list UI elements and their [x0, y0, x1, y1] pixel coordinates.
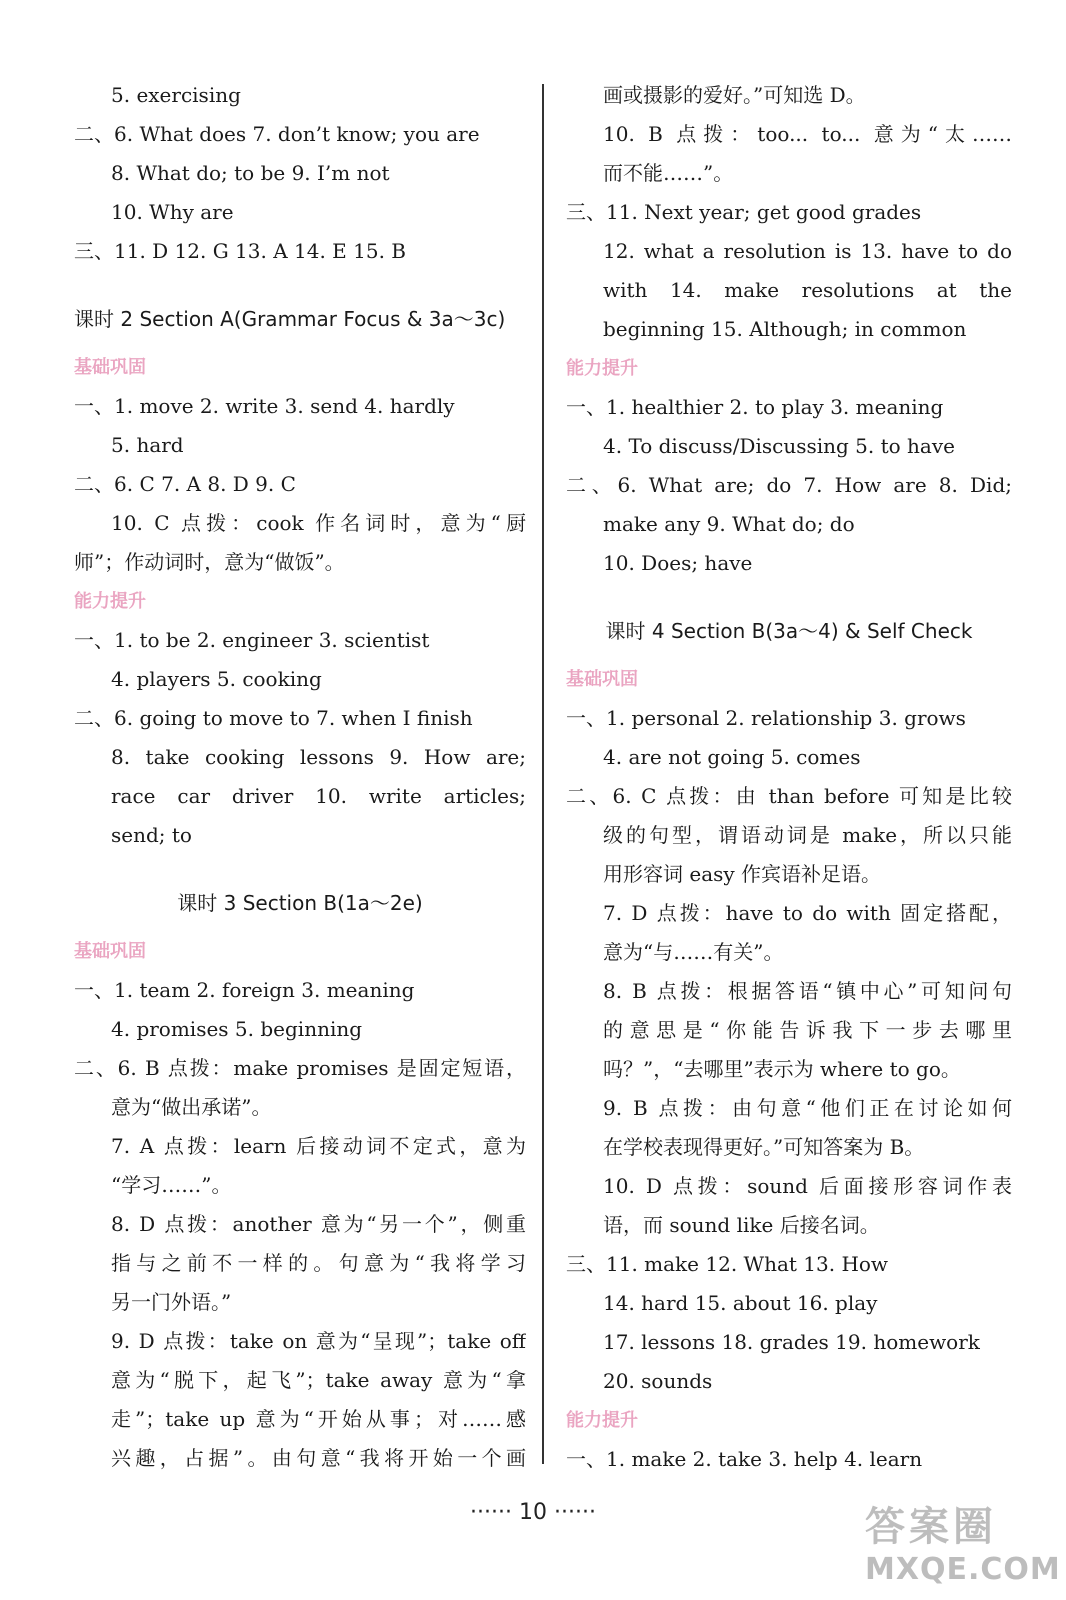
answer-line: 画或摄影的爱好。”可知选 D。	[603, 83, 866, 107]
answer-line: 三、11. Next year; get good grades	[566, 200, 922, 224]
left-column	[74, 76, 526, 1478]
answer-line: 二、6. What are; do 7. How are 8. Did;	[566, 473, 1012, 497]
lesson-heading: 课时 2 Section A(Grammar Focus & 3a～3c)	[74, 307, 506, 331]
answer-line: 9. D 点拨：take on 意为“呈现”；take off	[111, 1329, 526, 1353]
column-divider	[542, 84, 544, 1464]
answer-line: 12. what a resolution is 13. have to do	[603, 239, 1012, 263]
answer-line: 4. are not going 5. comes	[603, 745, 861, 769]
answer-line: 7. D 点拨：have to do with 固定搭配，	[603, 901, 1012, 925]
answer-line: 走”；take up 意为“开始从事；对……感	[111, 1407, 526, 1431]
answer-line: 兴趣，占据”。由句意“我将开始一个画	[111, 1446, 526, 1470]
answer-line: 吗？”，“去哪里”表示为 where to go。	[603, 1057, 961, 1081]
section-label: 能力提升	[74, 591, 146, 612]
answer-line: send; to	[111, 823, 192, 847]
section-label: 基础巩固	[566, 669, 638, 690]
answer-line: 4. players 5. cooking	[111, 667, 322, 691]
answer-line: 二、6. going to move to 7. when I finish	[74, 706, 473, 730]
answer-line: 8. B 点拨：根据答语“镇中心”可知问句	[603, 979, 1012, 1003]
answer-line: 而不能……”。	[603, 161, 734, 185]
answer-line: 5. hard	[111, 433, 184, 457]
section-label: 基础巩固	[74, 941, 146, 962]
answer-line: 二、6. What does 7. don’t know; you are	[74, 122, 480, 146]
answer-line: beginning 15. Although; in common	[603, 317, 967, 341]
answer-line: 10. Why are	[111, 200, 234, 224]
spacer	[74, 855, 526, 874]
right-column	[566, 76, 1012, 1479]
answer-line: 二、6. B 点拨：make promises 是固定短语，	[74, 1056, 526, 1080]
answer-line: 意为“做出承诺”。	[111, 1095, 272, 1119]
answer-line: 5. exercising	[111, 83, 241, 107]
answer-line: make any 9. What do; do	[603, 512, 855, 536]
answer-line: 7. A 点拨：learn 后接动词不定式，意为	[111, 1134, 526, 1158]
answer-line: “学习……”。	[111, 1173, 232, 1197]
answer-line: 一、1. team 2. foreign 3. meaning	[74, 978, 415, 1002]
answer-line: 三、11. D 12. G 13. A 14. E 15. B	[74, 239, 407, 263]
answer-line: 4. To discuss/Discussing 5. to have	[603, 434, 955, 458]
section-label: 能力提升	[566, 358, 638, 379]
answer-line: 14. hard 15. about 16. play	[603, 1291, 878, 1315]
answer-line: 的意思是“你能告诉我下一步去哪里	[603, 1018, 1012, 1042]
answer-line: 8. D 点拨：another 意为“另一个”，侧重	[111, 1212, 526, 1236]
page-number: ······ 10 ······	[470, 1500, 596, 1525]
answer-line: 17. lessons 18. grades 19. homework	[603, 1330, 980, 1354]
answer-line: 一、1. healthier 2. to play 3. meaning	[566, 395, 944, 419]
answer-line: 指与之前不一样的。句意为“我将学习	[111, 1251, 526, 1275]
answer-line: 用形容词 easy 作宾语补足语。	[603, 862, 882, 886]
answer-line: 9. B 点拨：由句意“他们正在讨论如何	[603, 1096, 1012, 1120]
answer-line: 三、11. make 12. What 13. How	[566, 1252, 889, 1276]
answer-line: 师”；作动词时，意为“做饭”。	[74, 550, 345, 574]
spacer	[566, 583, 1012, 602]
answer-line: 一、1. personal 2. relationship 3. grows	[566, 706, 966, 730]
answer-line: 意为“脱下，起飞”；take away 意为“拿	[111, 1368, 526, 1392]
answer-line: 8. take cooking lessons 9. How are;	[111, 745, 526, 769]
answer-line: 二、6. C 点拨：由 than before 可知是比较	[566, 784, 1012, 808]
answer-line: 10. D 点拨：sound 后面接形容词作表	[603, 1174, 1012, 1198]
answer-line: 级的句型，谓语动词是 make，所以只能	[603, 823, 1012, 847]
lesson-heading: 课时 4 Section B(3a～4) & Self Check	[605, 619, 973, 643]
answer-line: 10. C 点拨：cook 作名词时，意为“厨	[111, 511, 526, 535]
section-label: 基础巩固	[74, 357, 146, 378]
answer-line: 另一门外语。”	[111, 1290, 232, 1314]
answer-line: race car driver 10. write articles;	[111, 784, 526, 808]
answer-line: 10. Does; have	[603, 551, 753, 575]
lesson-heading: 课时 3 Section B(1a～2e)	[177, 891, 423, 915]
answer-line: 一、1. make 2. take 3. help 4. learn	[566, 1447, 923, 1471]
answer-line: 在学校表现得更好。”可知答案为 B。	[603, 1135, 925, 1159]
answer-line: 20. sounds	[603, 1369, 713, 1393]
answer-line: 意为“与……有关”。	[603, 940, 784, 964]
spacer	[74, 271, 526, 290]
section-label: 能力提升	[566, 1410, 638, 1431]
answer-line: 10. B 点拨：too... to... 意为“太……	[603, 122, 1012, 146]
answer-line: 二、6. C 7. A 8. D 9. C	[74, 472, 296, 496]
answer-line: 8. What do; to be 9. I’m not	[111, 161, 390, 185]
answer-line: 一、1. to be 2. engineer 3. scientist	[74, 628, 430, 652]
answer-line: 语，而 sound like 后接名词。	[603, 1213, 880, 1237]
answer-line: 一、1. move 2. write 3. send 4. hardly	[74, 394, 455, 418]
answer-line: with 14. make resolutions at the	[603, 278, 1012, 302]
answer-line: 4. promises 5. beginning	[111, 1017, 363, 1041]
watermark-logo: 答案圈 MXQE.COM	[865, 1504, 1061, 1587]
